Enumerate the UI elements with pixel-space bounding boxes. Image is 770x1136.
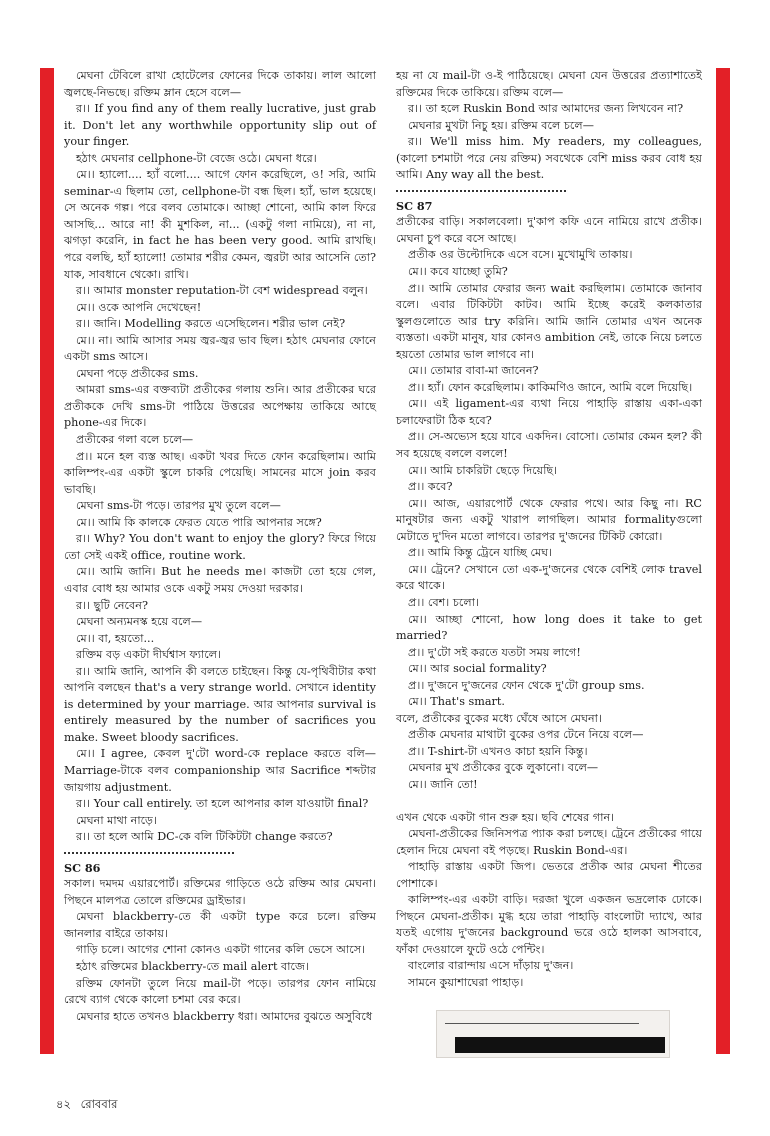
redaction-bar — [455, 1037, 665, 1053]
paragraph: প্র।। মনে হল ব্যস্ত আছ। একটা খবর দিতে ফোন করেছিলাম। আমি কালিম্পং-এর একটা স্কুলে চাকরি পেয়েছি। সামনের মাসে join করব ভাবছি। — [64, 449, 376, 496]
paragraph: মে।। তোমার বাবা-মা জানেন? — [408, 364, 539, 378]
paragraph: মেঘনার মুখ প্রতীকের বুকে লুকানো। বলে— — [408, 761, 599, 775]
paragraph: এখন থেকে একটা গান শুরু হয়। ছবি শেষের গান। — [396, 810, 615, 824]
scene-heading: SC 87 — [396, 198, 433, 213]
paragraph: র।। Why? You don't want to enjoy the glory? ফিরে গিয়ে তো সেই একই office, routine work. — [64, 532, 376, 562]
paragraph: র।। If you find any of them really lucrative, just grab it. Don't let any worthwhile opportunity slip out of your finger. — [64, 102, 376, 149]
paragraph: প্রতীক ওর উল্টোদিকে এসে বসে। মুখোমুখি তাকায়। — [408, 248, 633, 262]
paragraph: প্র।। আমি তোমার ফেরার জন্য wait করছিলাম। তোমাকে জানাব বলে। এবার টিকিটটা কাটব। আমি ইচ্ছে করেই কলকাতার স্কুলগুলোতে আর try করিনি। আমি জানি তোমার এখন অনেক ব্যস্ততা। একটা মানুষ, যার কোনও ambition নেই, তাকে নিয়ে চলতে হয়তো তোমার ভাল লাগবে না। — [396, 281, 702, 361]
paragraph: মে।। কবে যাচ্ছো তুমি? — [408, 265, 508, 279]
paragraph: মেঘনা blackberry-তে কী একটা type করে চলে। রক্তিম জানলার বাইরে তাকায়। — [64, 910, 376, 940]
signature-line — [445, 1023, 639, 1024]
signature-redacted-box — [436, 1010, 670, 1058]
paragraph: মে।। আজ, এয়ারপোর্ট থেকে ফেরার পথে। আর কিছু না। RC মানুষটার জন্য একটু খারাপ লাগছিল। আমার formalityগুলো মেটাতে দু'দিন মতো লাগবে। তারপর দু'জনের টিকিট কোরো। — [396, 496, 702, 543]
paragraph: হয় না যে mail-টা ও-ই পাঠিয়েছে। মেঘনা যেন উত্তরের প্রত্যাশাতেই রক্তিমের দিকে তাকিয়ে। রক্তিম বলে— — [396, 69, 702, 99]
dotted-divider — [64, 852, 234, 854]
paragraph: সামনে কুয়াশাঘেরা পাহাড়। — [408, 975, 524, 989]
paragraph: র।। We'll miss him. My readers, my colleagues, (কালো চশমাটা পরে নেয় রক্তিম) সবথেকে বেশি miss করব বোধ হয় আমি। Any way all the best. — [396, 135, 702, 182]
scene-heading: SC 86 — [64, 860, 101, 875]
paragraph: সকাল। দমদম এয়ারপোর্ট। রক্তিমের গাড়িতে ওঠে রক্তিম আর মেঘনা। পিছনে মালপত্র তোলে রক্তিমের ড্রাইভার। — [64, 877, 376, 907]
paragraph: প্র।। সে-অভ্যেস হয়ে যাবে একদিন। বোসো। তোমার কেমন হল? কী সব হয়েছে বললে বললে! — [396, 430, 702, 461]
right-column — [396, 68, 702, 992]
paragraph: প্র।। বেশ। চলো। — [408, 595, 479, 609]
spacer — [396, 794, 702, 810]
paragraph: মে।। না। আমি আসার সময় জ্বর-জ্বর ভাব ছিল। হঠাৎ মেঘনার ফোনে একটা sms আসে। — [64, 333, 376, 364]
paragraph: হঠাৎ রক্তিমের blackberry-তে mail alert বাজে। — [76, 959, 310, 973]
dotted-divider — [396, 190, 566, 192]
paragraph: র।। তা হলে আমি DC-কে বলি টিকিটটা change করতে? — [76, 830, 333, 844]
paragraph: প্র।। T-shirt-টা এখনও কাচা হয়নি কিন্তু। — [408, 744, 588, 758]
paragraph: মেঘনা টেবিলে রাখা হোটেলের ফোনের দিকে তাকায়। লাল আলো জ্বলছে-নিভছে। রক্তিম ম্লান হেসে বলে— — [64, 69, 376, 99]
paragraph: মে।। ওকে আপনি দেখেছেন! — [76, 300, 202, 314]
paragraph: মেঘনা sms-টা পড়ে। তারপর মুখ তুলে বলে— — [76, 499, 281, 513]
paragraph: আমরা sms-এর বক্তব্যটা প্রতীকের গলায় শুনি। আর প্রতীকের ঘরে প্রতীককে দেখি sms-টা পাঠিয়ে উত্তরের অপেক্ষায় তাকিয়ে আছে phone-এর দিকে। — [64, 383, 376, 430]
paragraph: মে।। বা, হয়তো... — [76, 631, 155, 645]
paragraph: বলে, প্রতীকের বুকের মধ্যে ঘেঁষে আসে মেঘনা। — [396, 711, 602, 725]
paragraph: হঠাৎ মেঘনার cellphone-টা বেজে ওঠে। মেঘনা ধরে। — [76, 151, 317, 165]
paragraph: র।। Your call entirely. তা হলে আপনার কাল যাওয়াটা final? — [76, 797, 369, 811]
left-column — [64, 68, 376, 1025]
paragraph: র।। আমার monster reputation-টা বেশ widespread বলুন। — [76, 284, 368, 298]
page-number: ৪২ — [56, 1097, 71, 1111]
paragraph: মেঘনা মাথা নাড়ে। — [76, 813, 158, 827]
paragraph: প্রতীকের গলা বলে চলে— — [76, 433, 194, 447]
paragraph: গাড়ি চলে। আগের শোনা কোনও একটা গানের কলি ভেসে আসে। — [76, 943, 366, 957]
paragraph: প্র।। আমি কিন্তু ট্রেনে যাচ্ছি মেঘ। — [408, 546, 553, 560]
paragraph: প্রতীকের বাড়ি। সকালবেলা। দু'কাপ কফি এনে নামিয়ে রাখে প্রতীক। মেঘনা চুপ করে বসে আছে। — [396, 215, 702, 245]
paragraph: প্র।। হ্যাঁ। ফোন করেছিলাম। কাকিমণিও জানে, আমি বলে দিয়েছি। — [408, 380, 693, 394]
paragraph: মে।। হ্যালো.... হ্যাঁ বলো.... আগে ফোন করেছিলে, ও! সরি, আমি seminar-এ ছিলাম তো, cellphone-টা বন্ধ ছিল। হ্যাঁ, ভাল হয়েছে। সে অনেক গল্প। পরে বলব তোমাকে। আচ্ছা শোনো, আমি কাল ফিরে আসছি... আরে না! কী মুশকিল, না... (একটু গলা নামিয়ে), না না, ঝগড়া করেনি, in fact he has been very good. আমি রাখছি। পরে বলছি, হ্যাঁ হ্যালো! তোমার শরীর কেমন, জ্বরটা আর আসেনি তো? যাক, সাবধানে থেকো। রাখি। — [64, 168, 376, 281]
paragraph: র।। ছুটি নেবেন? — [76, 598, 148, 612]
paragraph: মে।। I agree, কেবল দু'টো word-কে replace করতে বলি—Marriage-টাকে বলব companionship আর Sacrifice শব্দটার জায়গায় adjustment. — [64, 747, 376, 794]
paragraph: মে।। আর social formality? — [408, 662, 547, 676]
paragraph: মে।। আমি জানি। But he needs me। কাজটা তো হয়ে গেল, এবার বোধ হয় আমার ওকে একটু সময় দেওয়া দরকার। — [64, 565, 376, 595]
paragraph: রক্তিম ফোনটা তুলে নিয়ে mail-টা পড়ে। তারপর ফোন নামিয়ে রেখে ব্যাগ থেকে কালো চশমা বের করে। — [64, 976, 376, 1007]
paragraph: মেঘনা-প্রতীকের জিনিসপত্র প্যাক করা চলছে। ট্রেনে প্রতীকের গায়ে হেলান দিয়ে মেঘনা বই পড়ছে। Ruskin Bond-এর। — [396, 827, 702, 857]
paragraph: মে।। জানি তো! — [408, 777, 478, 791]
paragraph: মেঘনা অন্যমনস্ক হয়ে বলে— — [76, 615, 203, 629]
page-footer — [56, 1096, 117, 1115]
paragraph: মে।। ট্রেনে? সেখানে তো এক-দু'জনের থেকে বেশিই লোক travel করে থাকে। — [396, 562, 702, 593]
paragraph: র।। জানি। Modelling করতে এসেছিলেন। শরীর ভাল নেই? — [76, 317, 346, 331]
right-accent-bar — [716, 68, 730, 1054]
paragraph: মেঘনার মুখটা নিচু হয়। রক্তিম বলে চলে— — [408, 118, 594, 132]
paragraph: পাহাড়ি রাস্তায় একটা জিপ। ভেতরে প্রতীক আর মেঘনা শীতের পোশাকে। — [396, 860, 702, 890]
paragraph: মে।। আমি চাকরিটা ছেড়ে দিয়েছি। — [408, 463, 558, 477]
paragraph: মেঘনা পড়ে প্রতীকের sms. — [76, 366, 199, 380]
paragraph: মে।। আমি কি কালকে ফেরত যেতে পারি আপনার সঙ্গে? — [76, 515, 322, 529]
left-accent-bar — [40, 68, 54, 1054]
paragraph: প্রতীক মেঘনার মাথাটা বুকের ওপর টেনে নিয়ে বলে— — [408, 728, 644, 742]
paragraph: র।। আমি জানি, আপনি কী বলতে চাইছেন। কিন্তু যে-পৃথিবীটার কথা আপনি বলছেন that's a very strange world. সেখানে identity is determined by your marriage. আর আপনার survival is entirely measured by the number of sacrifices you make. Sweet bloody sacrifices. — [64, 664, 376, 744]
paragraph: মেঘনার হাতে তখনও blackberry ধরা। আমাদের বুঝতে অসুবিধে — [76, 1009, 373, 1023]
paragraph: প্র।। কবে? — [408, 480, 453, 494]
paragraph: মে।। এই ligament-এর ব্যথা নিয়ে পাহাড়ি রাস্তায় একা-একা চলাফেরাটা ঠিক হবে? — [396, 397, 702, 427]
paragraph: প্র।। দু'জনে দু'জনের ফোন থেকে দু'টো group sms. — [408, 678, 645, 692]
paragraph: রক্তিম বড় একটা দীর্ঘশ্বাস ফ্যালে। — [76, 648, 222, 662]
magazine-name: রোববার — [80, 1097, 118, 1111]
paragraph: কালিম্পং-এর একটা বাড়ি। দরজা খুলে একজন ভদ্রলোক ঢোকে। পিছনে মেঘনা-প্রতীক। মুগ্ধ হয়ে তারা পাহাড়ি বাংলোটা দ্যাখে, আর যতই এগোয় দু'জনের background ভরে ওঠে হালকা আসবাবে, ফাঁকা দেওয়ালে ফুটে ওঠে পেন্টিং। — [396, 893, 702, 956]
paragraph: বাংলোর বারান্দায় এসে দাঁড়ায় দু'জন। — [408, 959, 574, 973]
paragraph: মে।। আচ্ছা শোনো, how long does it take to get married? — [396, 612, 702, 643]
paragraph: প্র।। দু'টো সই করতে যতটা সময় লাগে! — [408, 645, 581, 659]
paragraph: মে।। That's smart. — [408, 695, 505, 709]
paragraph: র।। তা হলে Ruskin Bond আর আমাদের জন্য লিখবেন না? — [408, 102, 684, 116]
